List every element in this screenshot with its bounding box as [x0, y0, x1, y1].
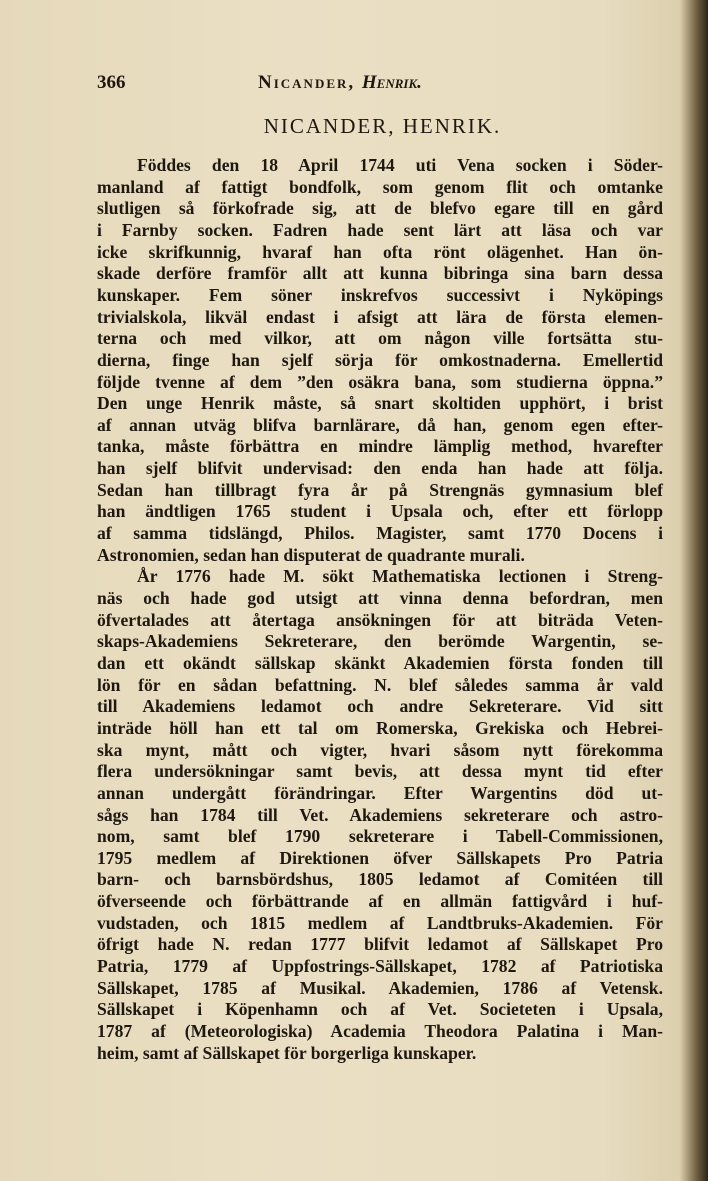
text-line: 1795 medlem af Direktionen öfver Sällskapets Pro Patria	[97, 847, 663, 868]
page-number: 366	[97, 72, 126, 93]
text-line: i Farnby socken. Fadren hade sent lärt att läsa och var	[97, 219, 663, 240]
text-line: skaps-Akademiens Sekreterare, den berömde Wargentin, se-	[97, 631, 663, 652]
text-line: tanka, måste förbättra en mindre lämplig method, hvarefter	[97, 436, 663, 457]
text-line: inträde höll han ett tal om Romerska, Grekiska och Hebrei-	[97, 717, 663, 738]
text-line: Patria, 1779 af Uppfostrings-Sällskapet, 1782 af Patriotiska	[97, 956, 663, 977]
text-line: Sällskapet i Köpenhamn och af Vet. Societeten i Upsala,	[97, 999, 663, 1020]
text-line: trivialskola, likväl endast i afsigt att lära de första elemen-	[97, 306, 663, 327]
text-line: öfverseende och förbättrande af en allmän fattigvård i huf-	[97, 891, 663, 912]
text-line: af samma tidslängd, Philos. Magister, samt 1770 Docens i	[97, 523, 663, 544]
text-line: öfrigt hade N. redan 1777 blifvit ledamot af Sällskapet Pro	[97, 934, 663, 955]
text-line: 1787 af (Meteorologiska) Academia Theodora Palatina i Man-	[97, 1021, 663, 1041]
text-line: näs och hade god utsigt att vinna denna befordran, men	[97, 588, 663, 608]
running-header-name: Nicander,	[258, 72, 356, 93]
text-line: År 1776 hade M. sökt Mathematiska lectionen i Streng-	[137, 566, 663, 587]
text-line: han ändtligen 1765 student i Upsala och, efter ett förlopp	[97, 501, 663, 522]
text-line: Föddes den 18 April 1744 uti Vena socken i Söder-	[137, 155, 663, 175]
text-line: af annan utväg blifva barnlärare, då han, genom egen efter-	[97, 414, 663, 435]
running-header-given: Henrik.	[361, 72, 422, 93]
text-line: icke skrifkunnig, hvaraf han ofta rönt olägenhet. Han ön-	[97, 241, 663, 262]
text-line: Sedan han tillbragt fyra år på Strengnäs gymnasium blef	[97, 479, 663, 500]
text-line: manland af fattigt bondfolk, som genom flit och omtanke	[97, 176, 663, 197]
running-header	[258, 72, 422, 94]
text-line: ska mynt, mått och vigter, hvari såsom nytt förekomma	[97, 739, 663, 760]
text-line: följde tvenne af dem ”den osäkra bana, som studierna öppna.”	[97, 371, 663, 392]
text-line: nom, samt blef 1790 sekreterare i Tabell-Commissionen,	[97, 826, 663, 847]
text-line: Astronomien, sedan han disputerat de quadrante murali.	[97, 544, 525, 565]
text-line: barn- och barnsbördshus, 1805 ledamot af Comitéen till	[97, 869, 663, 890]
text-line: heim, samt af Sällskapet för borgerliga kunskaper.	[97, 1042, 477, 1063]
text-line: kunskaper. Fem söner inskrefvos successivt i Nyköpings	[97, 284, 663, 305]
text-line: öfvertalades att återtaga ansökningen för att biträda Veten-	[97, 609, 663, 630]
text-line: lön för en sådan befattning. N. blef således samma år vald	[97, 674, 663, 695]
text-line: dan ett okändt sällskap skänkt Akademien första fonden till	[97, 652, 663, 673]
text-line: slutligen så förkofrade sig, att de blefvo egare till en gård	[97, 198, 663, 219]
text-line: vudstaden, och 1815 medlem af Landtbruks-Akademien. För	[97, 912, 663, 933]
text-line: till Akademiens ledamot och andre Sekreterare. Vid sitt	[97, 696, 663, 717]
text-line: han sjelf blifvit undervisad: den enda han hade att följa.	[97, 458, 663, 479]
text-line: skade derföre framför allt att kunna bibringa sina barn dessa	[97, 263, 663, 284]
text-line: Den unge Henrik måste, så snart skoltiden upphört, i brist	[97, 393, 663, 414]
text-line: Sällskapet, 1785 af Musikal. Akademien, 1786 af Vetensk.	[97, 977, 663, 998]
text-line: annan undergått förändringar. Efter Wargentins död ut-	[97, 782, 663, 803]
text-line: flera undersökningar samt bevis, att dessa mynt tid efter	[97, 761, 663, 782]
text-line: dierna, finge han sjelf sörja för omkostnaderna. Emellertid	[97, 349, 663, 370]
text-line: sågs han 1784 till Vet. Akademiens sekreterare och astro-	[97, 804, 663, 825]
text-line: terna och med vilkor, att om någon ville fortsätta stu-	[97, 328, 663, 349]
article-heading: NICANDER, HENRIK.	[263, 114, 502, 138]
